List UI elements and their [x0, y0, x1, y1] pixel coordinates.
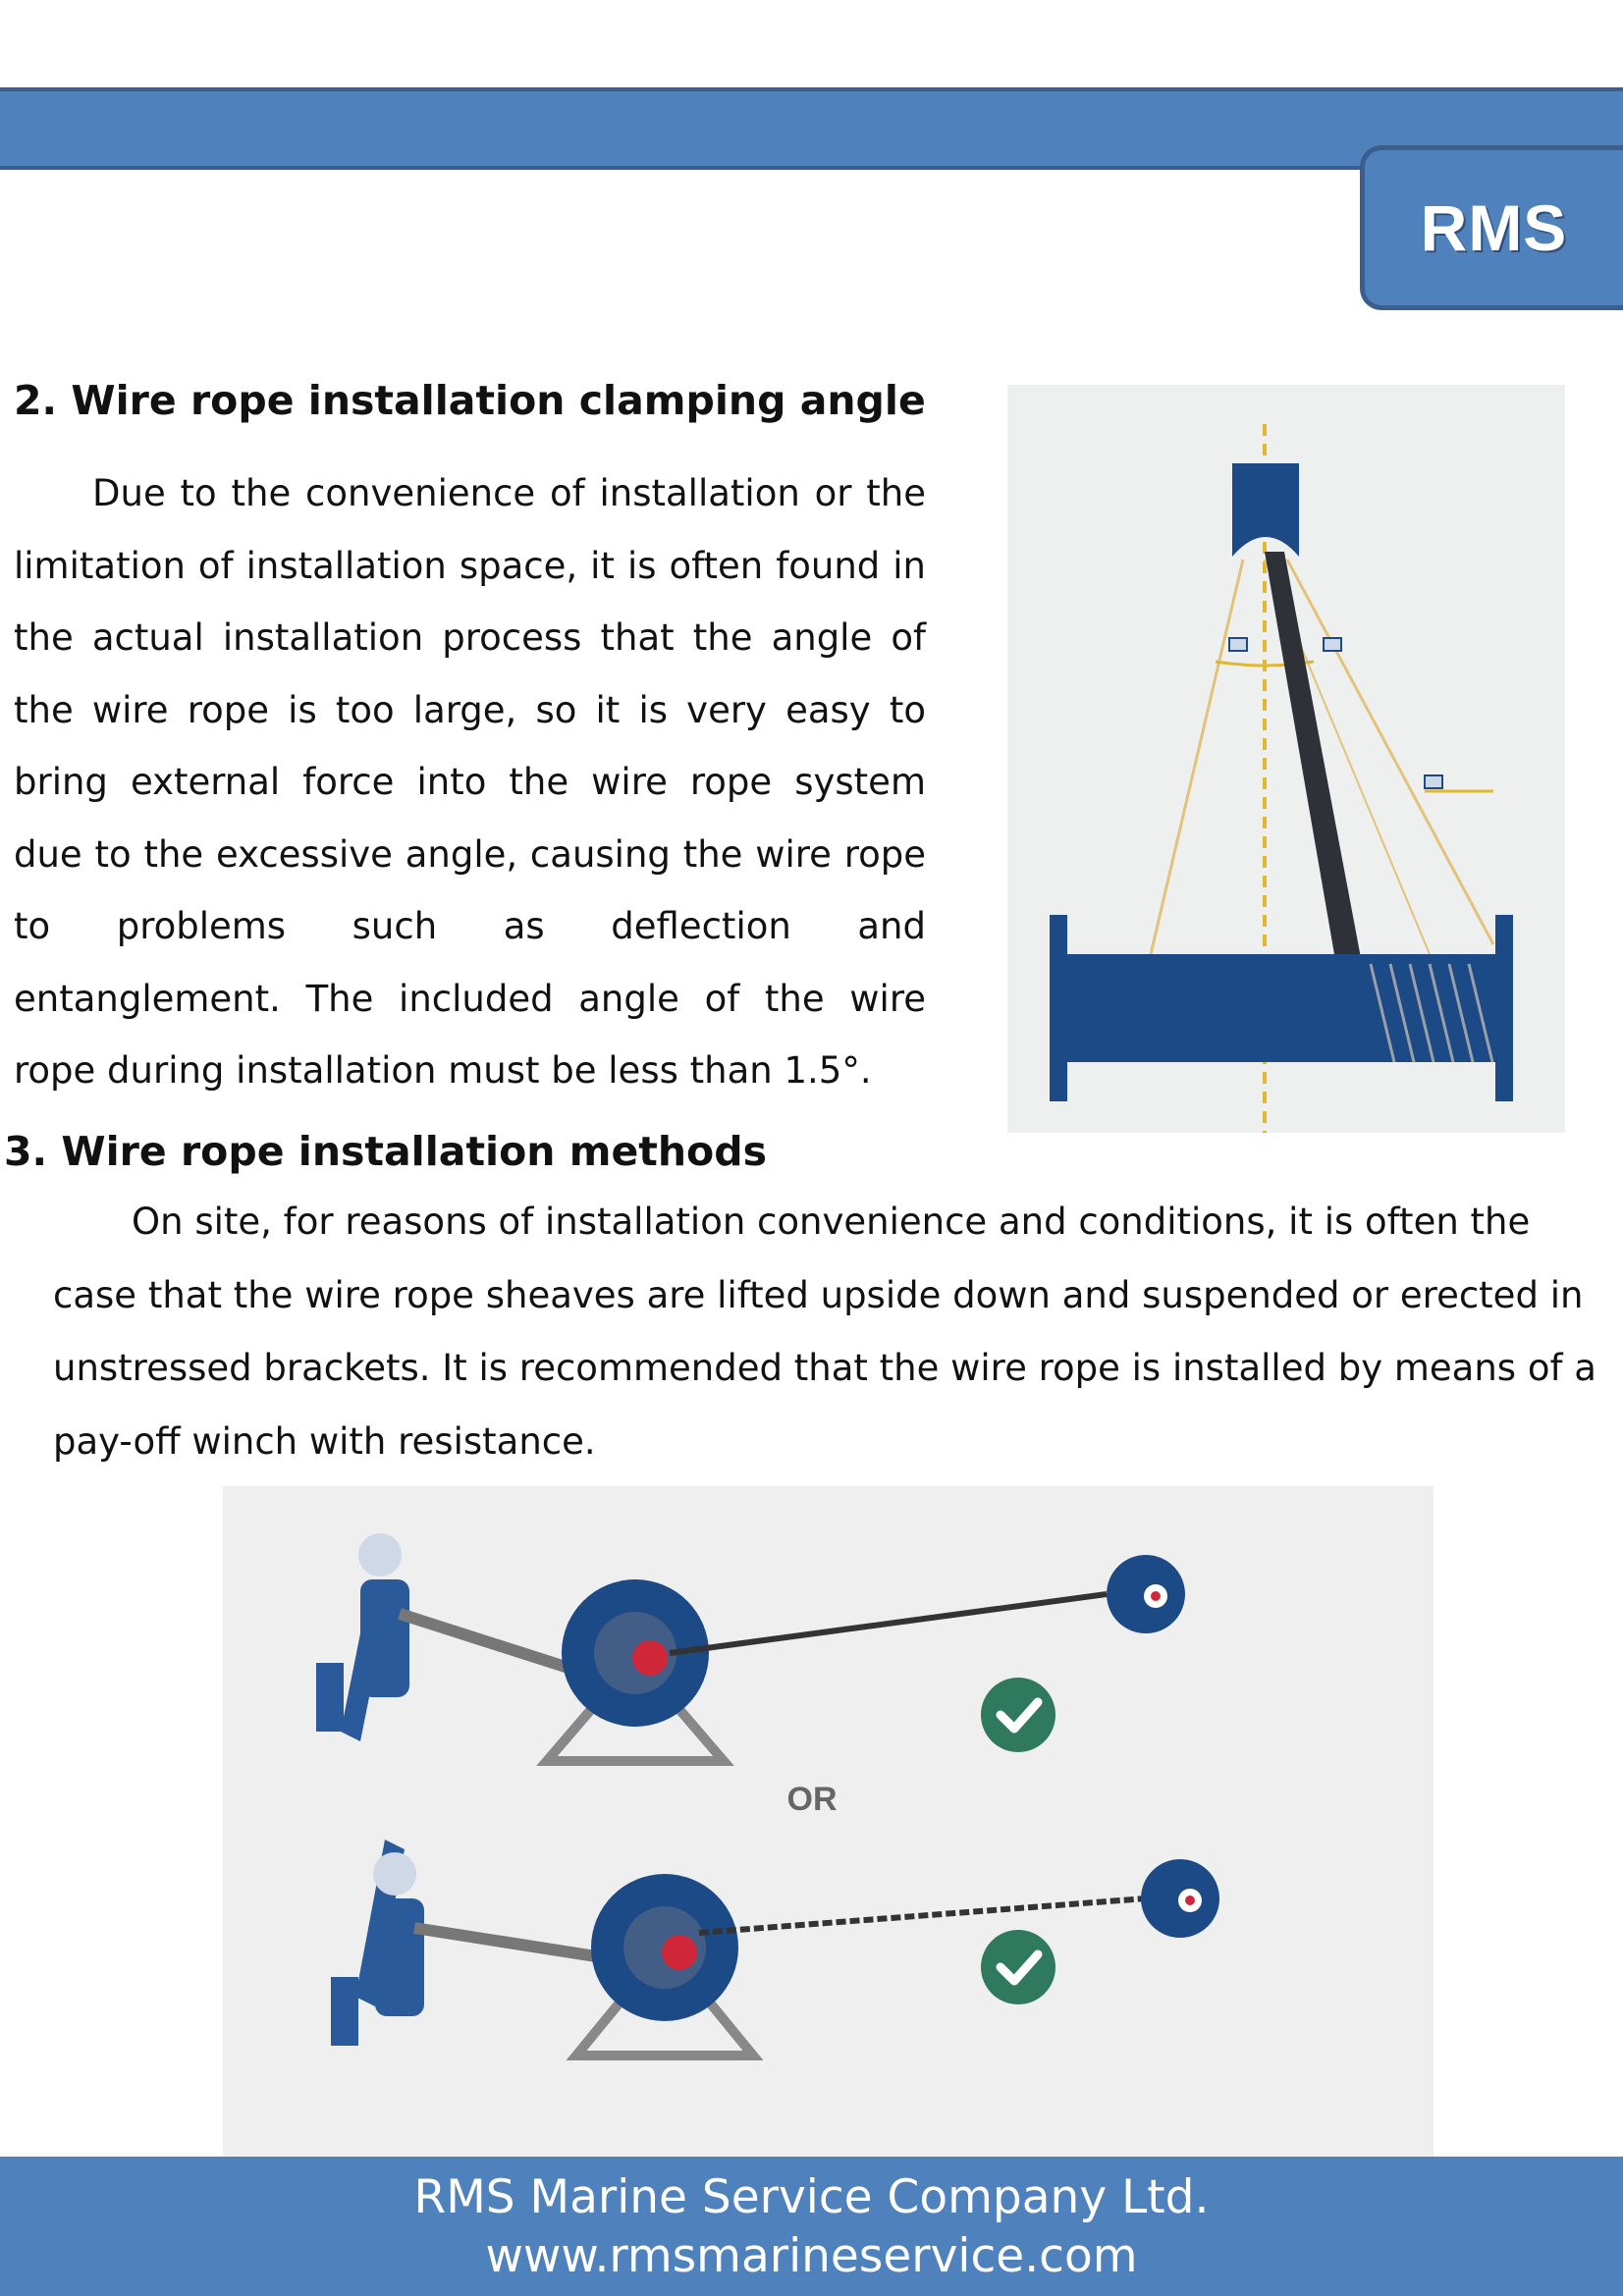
- section-2-heading: 2. Wire rope installation clamping angle: [14, 377, 926, 424]
- pay-off-winch-icon: [223, 1486, 1434, 2158]
- or-label: OR: [786, 1781, 838, 1818]
- sheave-drum-angle-icon: [1007, 385, 1565, 1133]
- footer: [0, 2157, 1623, 2296]
- footer-company: RMS Marine Service Company Ltd.: [413, 2170, 1210, 2224]
- section-3-body: On site, for reasons of installation convenience and conditions, it is often the case that the wire rope sheaves are lifted upside down and suspended or erected in unstressed brackets. It is recommended that the wire rope is installed by means of a pay-off winch with resistance.: [53, 1201, 1596, 1463]
- installation-methods-figure: [223, 1486, 1434, 2158]
- logo-text: RMS: [1420, 191, 1568, 264]
- footer-website: www.rmsmarineservice.com: [485, 2229, 1138, 2283]
- section-3-heading: 3. Wire rope installation methods: [4, 1128, 767, 1175]
- rms-logo: [1360, 145, 1623, 310]
- section-2-body: Due to the convenience of installation or the limitation of installation space, it is often found in the actual installation process that the angle of the wire rope is too large, so it is very easy to bring external force into the wire rope system due to the excessive angle, causing the wire rope to problems such as deflection and entanglement. The included angle of the wire rope during installation must be less than 1.5°.: [14, 472, 926, 1092]
- clamping-angle-figure: [1007, 385, 1565, 1133]
